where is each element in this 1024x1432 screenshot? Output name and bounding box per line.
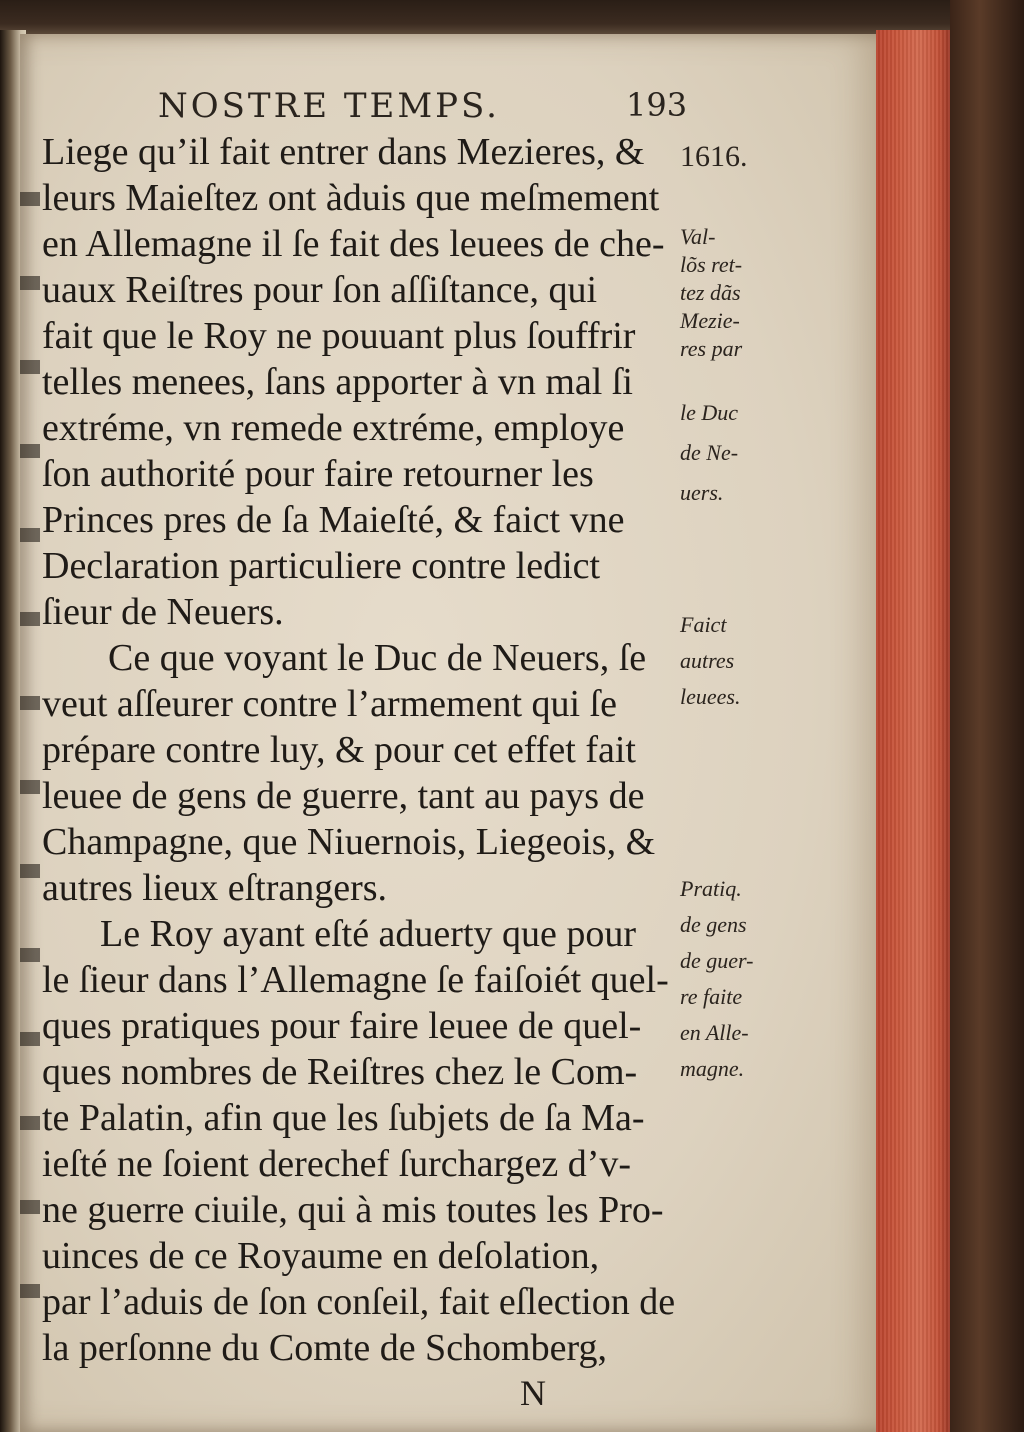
margin-note-line: Faict <box>680 612 727 637</box>
running-title: NOSTRE TEMPS. <box>158 86 500 126</box>
signature-mark: N <box>520 1373 546 1413</box>
margin-note-line: Val- <box>680 224 716 249</box>
margin-note-line: leuees. <box>680 684 741 709</box>
body-line: le ſieur dans l’Allemagne ſe faiſoiét quel- <box>42 959 669 1001</box>
body-line: autres lieux eſtrangers. <box>42 867 388 909</box>
margin-note-line: en Alle- <box>680 1020 749 1045</box>
body-line: Le Roy ayant eſté aduerty que pour <box>100 913 637 955</box>
body-line: ne guerre ciuile, qui à mis toutes les Pro- <box>42 1189 664 1231</box>
body-line: prépare contre luy, & pour cet effet fait <box>42 729 636 771</box>
body-line: extréme, vn remede extréme, employe <box>42 407 625 449</box>
body-line: ieſté ne ſoient derechef ſurchargez d’v- <box>42 1143 632 1185</box>
body-line: Liege qu’il fait entrer dans Mezieres, & <box>42 131 645 173</box>
body-line: Princes pres de ſa Maieſté, & faict vne <box>42 499 625 541</box>
body-line: la perſonne du Comte de Schomberg, <box>42 1327 607 1369</box>
body-line: Declaration particuliere contre ledict <box>42 545 601 587</box>
body-line: Champagne, que Niuernois, Liegeois, & <box>42 821 656 863</box>
margin-note-line: tez dãs <box>680 280 741 305</box>
margin-note-line: Mezie- <box>680 308 740 333</box>
body-line: fait que le Roy ne pouuant plus ſouffrir <box>42 315 636 357</box>
body-line: ques nombres de Reiſtres chez le Com- <box>42 1051 638 1093</box>
page-number: 193 <box>626 86 688 124</box>
margin-note-line: de Ne- <box>680 440 739 465</box>
margin-note-line: magne. <box>680 1056 745 1081</box>
red-fore-edge <box>876 30 954 1432</box>
body-line: ſon authorité pour faire retourner les <box>42 453 594 495</box>
body-line: leuee de gens de guerre, tant au pays de <box>42 775 645 817</box>
body-line: par l’aduis de ſon conſeil, fait eſlection de <box>42 1281 676 1323</box>
margin-note-line: autres <box>680 648 735 673</box>
margin-note-line: de gens <box>680 912 747 937</box>
margin-note-line: lõs ret- <box>680 252 743 277</box>
body-line: ques pratiques pour faire leuee de quel- <box>42 1005 642 1047</box>
book-cover-edge <box>950 0 1024 1432</box>
body-line: te Palatin, afin que les ſubjets de ſa Ma- <box>42 1097 645 1139</box>
margin-note-line: le Duc <box>680 400 739 425</box>
margin-year: 1616. <box>680 140 748 173</box>
margin-note-line: de guer- <box>680 948 754 973</box>
body-line: Ce que voyant le Duc de Neuers, ſe <box>108 637 647 679</box>
body-line: leurs Maieſtez ont àduis que meſmement <box>42 177 660 219</box>
margin-note-line: res par <box>680 336 743 361</box>
gutter-shadow <box>20 154 40 1354</box>
body-line: uaux Reiſtres pour ſon aſſiſtance, qui <box>42 269 598 311</box>
book-top-band <box>0 0 1024 34</box>
margin-note-line: Pratiq. <box>680 876 742 901</box>
body-line: telles menees, ſans apporter à vn mal ſi <box>42 361 633 403</box>
body-line: ſieur de Neuers. <box>42 591 284 633</box>
margin-note-line: uers. <box>680 480 724 505</box>
body-line: en Allemagne il ſe fait des leuees de che- <box>42 223 665 265</box>
body-line: uinces de ce Royaume en deſolation, <box>42 1235 600 1277</box>
body-line: veut aſſeurer contre l’armement qui ſe <box>42 683 618 725</box>
margin-note-line: re faite <box>680 984 743 1009</box>
